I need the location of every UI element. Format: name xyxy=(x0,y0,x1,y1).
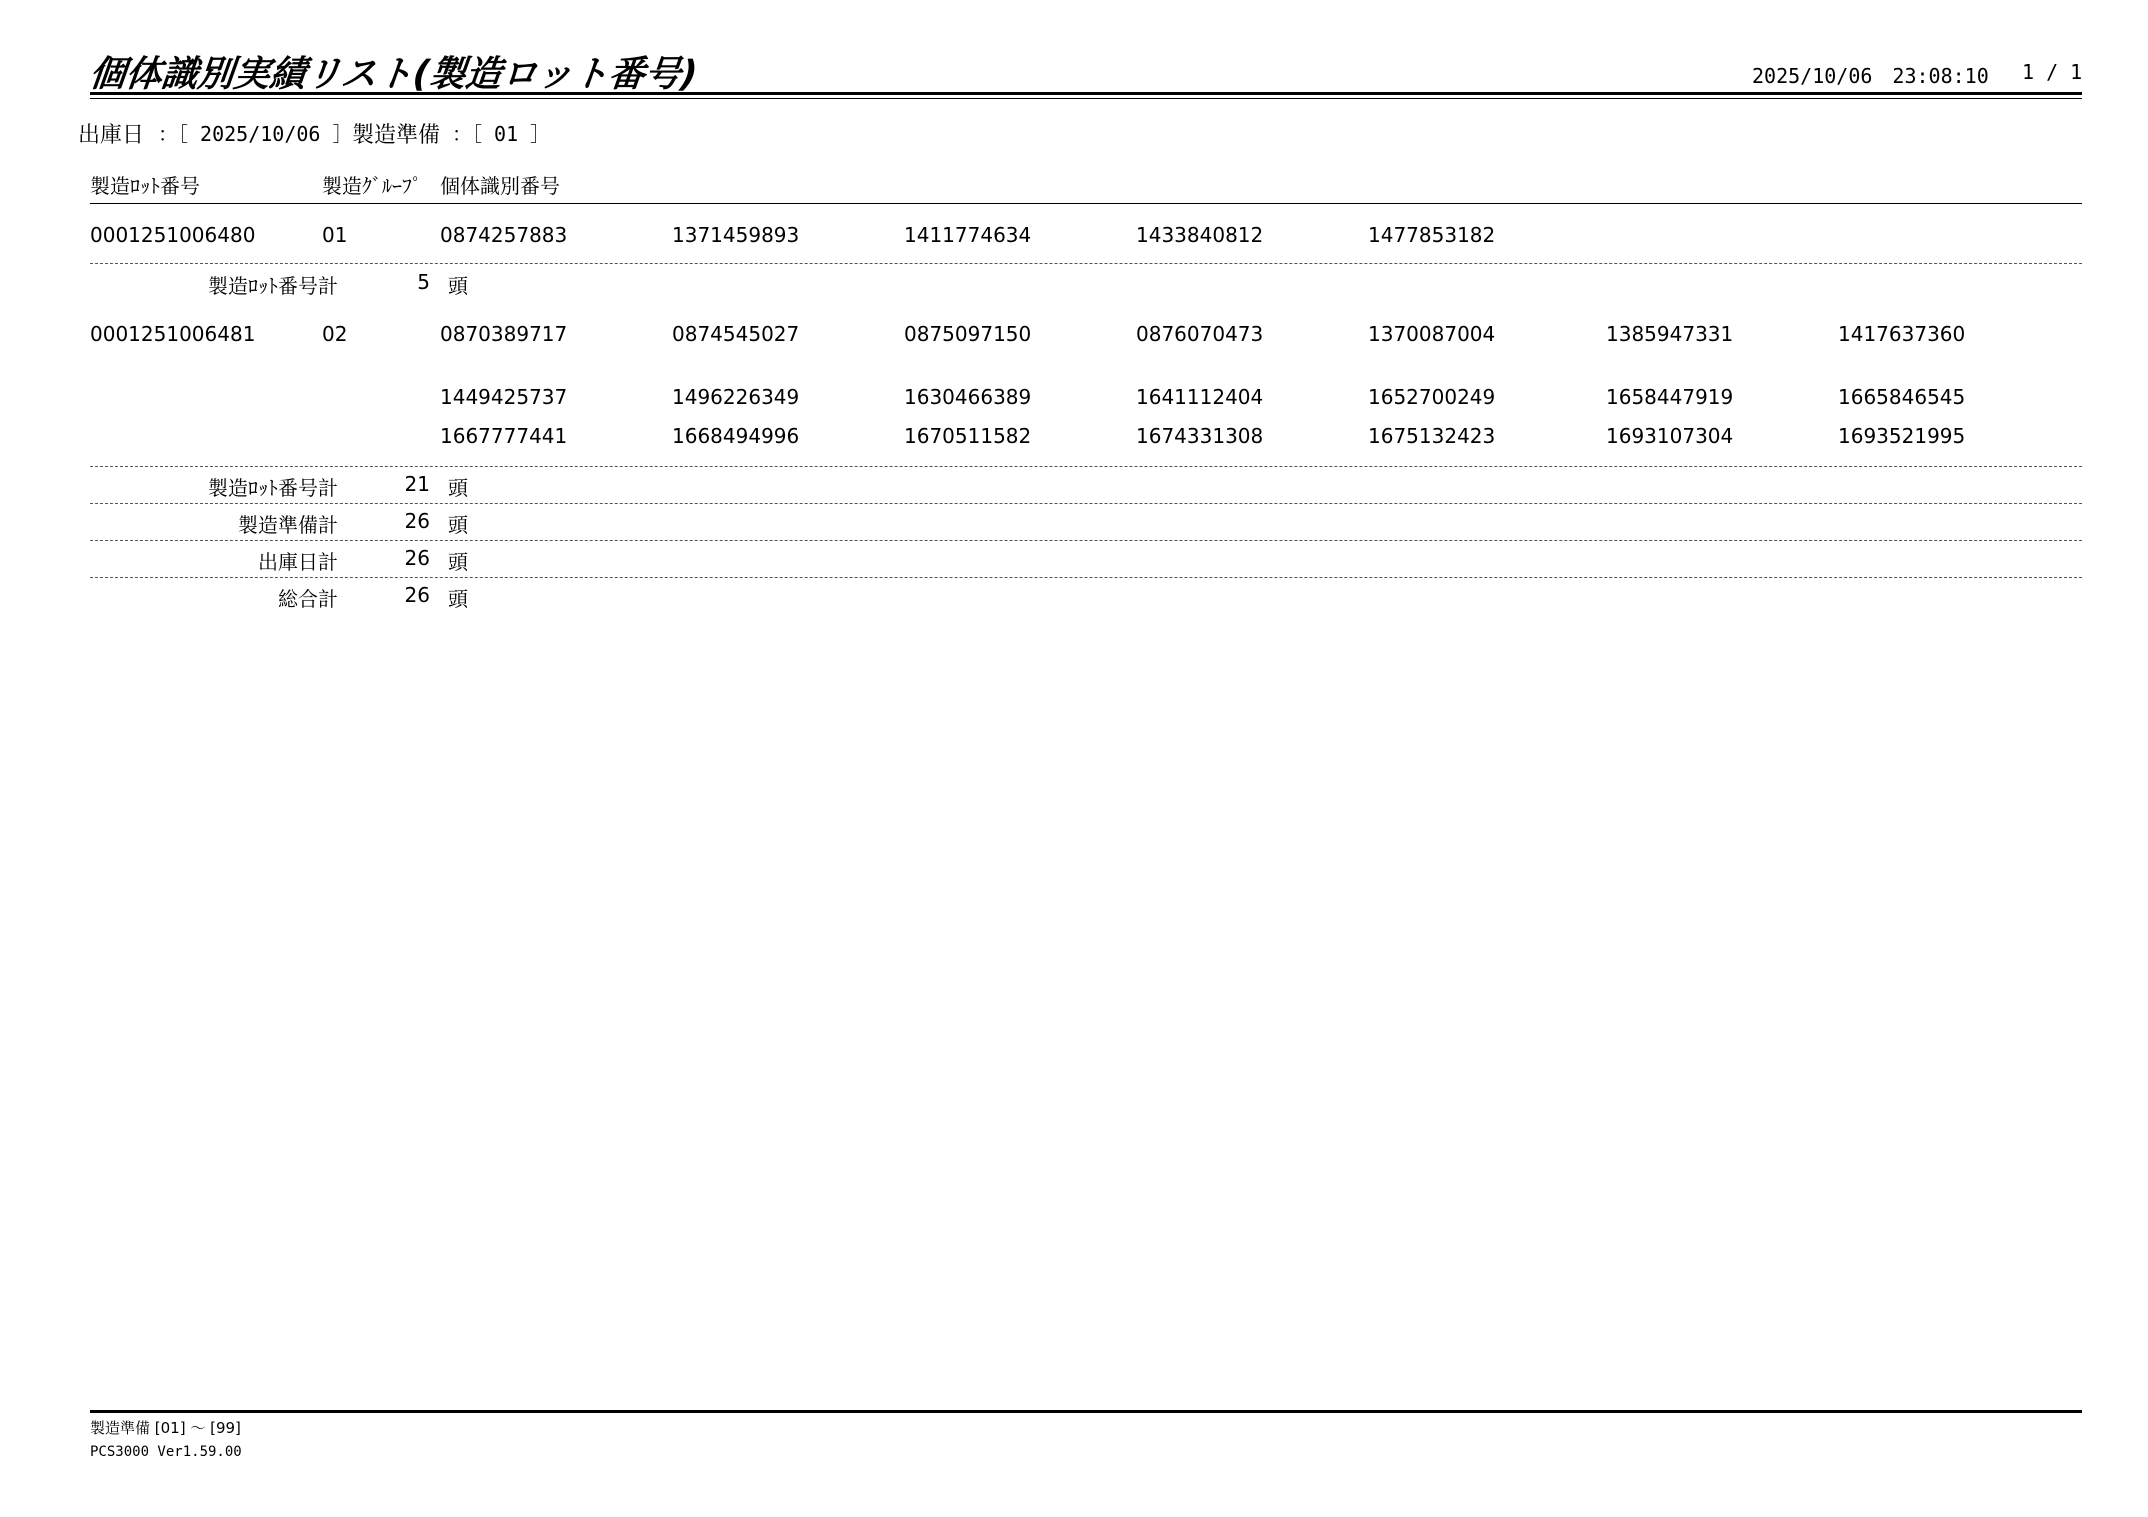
lot-number: 0001251006481 xyxy=(90,322,256,346)
subtotal-unit: 頭 xyxy=(448,274,468,298)
id-cell: 0875097150 xyxy=(904,322,1032,346)
id-cell: 1668494996 xyxy=(672,424,800,448)
id-cell: 1674331308 xyxy=(1136,424,1264,448)
page-number: 1 / 1 xyxy=(2022,60,2083,84)
grand-total-label: 総合計 xyxy=(278,587,338,611)
subtotal-label: 製造ﾛｯﾄ番号計 xyxy=(208,476,338,500)
id-cell: 1630466389 xyxy=(904,385,1032,409)
dashed-separator xyxy=(90,263,2082,264)
id-cell: 0876070473 xyxy=(1136,322,1264,346)
id-cell: 1477853182 xyxy=(1368,223,1496,247)
id-cell: 1652700249 xyxy=(1368,385,1496,409)
subtotal-count: 21 xyxy=(404,472,430,496)
dashed-separator xyxy=(90,466,2082,467)
dashed-separator xyxy=(90,577,2082,578)
id-cell: 1371459893 xyxy=(672,223,800,247)
id-cell: 1433840812 xyxy=(1136,223,1264,247)
id-cell: 0874545027 xyxy=(672,322,800,346)
id-cell: 1675132423 xyxy=(1368,424,1496,448)
ship-date-total-label: 出庫日計 xyxy=(258,550,338,574)
prep-total-count: 26 xyxy=(404,509,430,533)
id-cell: 0874257883 xyxy=(440,223,568,247)
ship-date-total-count: 26 xyxy=(404,546,430,570)
ship-date-label: 出庫日 xyxy=(78,123,145,148)
prep-value: ：［ 01 ］ xyxy=(452,122,551,146)
id-cell: 1693107304 xyxy=(1606,424,1734,448)
id-cell: 1370087004 xyxy=(1368,322,1496,346)
id-cell: 1411774634 xyxy=(904,223,1032,247)
id-cell: 1670511582 xyxy=(904,424,1032,448)
ship-date-total-unit: 頭 xyxy=(448,550,468,574)
footer-version: PCS3000 Ver1.59.00 xyxy=(90,1444,242,1460)
title-rule-top xyxy=(90,92,2082,95)
print-timestamp: 2025/10/06 23:08:10 xyxy=(1752,64,1989,88)
id-cell: 1665846545 xyxy=(1838,385,1966,409)
lot-number: 0001251006480 xyxy=(90,223,256,247)
subtotal-label: 製造ﾛｯﾄ番号計 xyxy=(208,274,338,298)
id-cell: 0870389717 xyxy=(440,322,568,346)
subtotal-unit: 頭 xyxy=(448,476,468,500)
ship-date-value: ：［ 2025/10/06 ］ xyxy=(158,122,353,146)
id-cell: 1496226349 xyxy=(672,385,800,409)
prep-label: 製造準備 xyxy=(352,123,441,148)
subtotal-count: 5 xyxy=(417,270,430,294)
lot-group: 02 xyxy=(322,322,348,346)
dashed-separator xyxy=(90,540,2082,541)
header-rule xyxy=(90,203,2082,204)
column-header-lot: 製造ﾛｯﾄ番号 xyxy=(90,174,200,198)
grand-total-count: 26 xyxy=(404,583,430,607)
prep-total-unit: 頭 xyxy=(448,513,468,537)
footer-range: 製造準備 [01] ～ [99] xyxy=(90,1419,241,1437)
title-rule-bottom xyxy=(90,98,2082,99)
id-cell: 1667777441 xyxy=(440,424,568,448)
report-title: 個体識別実績リスト(製造ロット番号) xyxy=(87,54,700,95)
footer-rule xyxy=(90,1410,2082,1413)
dashed-separator xyxy=(90,503,2082,504)
id-cell: 1385947331 xyxy=(1606,322,1734,346)
id-cell: 1449425737 xyxy=(440,385,568,409)
id-cell: 1693521995 xyxy=(1838,424,1966,448)
prep-total-label: 製造準備計 xyxy=(238,513,338,537)
id-cell: 1641112404 xyxy=(1136,385,1264,409)
column-header-group: 製造ｸﾞﾙｰﾌﾟ xyxy=(322,174,422,198)
id-cell: 1658447919 xyxy=(1606,385,1734,409)
id-cell: 1417637360 xyxy=(1838,322,1966,346)
column-header-ids: 個体識別番号 xyxy=(440,174,560,198)
lot-group: 01 xyxy=(322,223,348,247)
grand-total-unit: 頭 xyxy=(448,587,468,611)
